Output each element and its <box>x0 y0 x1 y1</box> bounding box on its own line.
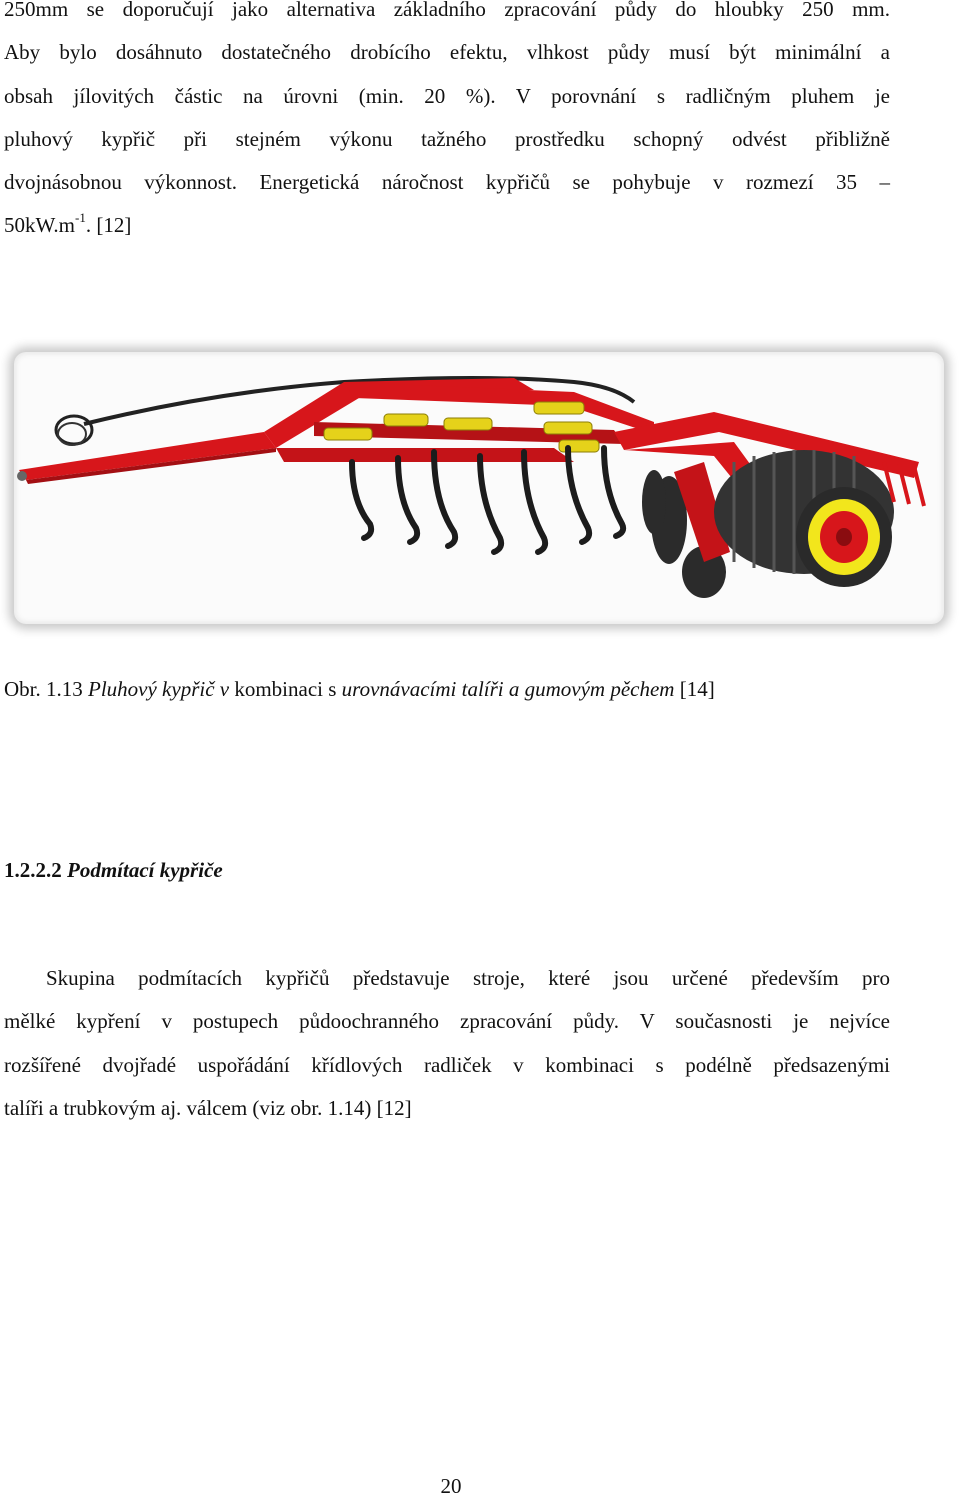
paragraph-line: rozšířené dvojřadé uspořádání křídlových radliček v kombinaci s podélně předsazenými <box>4 1052 890 1077</box>
paragraph-line: obsah jílovitých částic na úrovni (min. 20 %). V porovnání s radličným pluhem je <box>4 83 890 108</box>
section-heading <box>4 849 223 892</box>
paragraph-line: mělké kypření v postupech půdoochranného zpracování půdy. V současnosti je nejvíce <box>4 1009 890 1034</box>
body-paragraph-1 <box>4 0 890 248</box>
paragraph-line: 250mm se doporučují jako alternativa základního zpracování půdy do hloubky 250 mm. <box>4 0 890 21</box>
reference-text: . [12] <box>85 213 132 238</box>
paragraph-line: talíři a trubkovým aj. válcem (viz obr. 1.14) [12] <box>4 1095 412 1120</box>
unit-superscript: -1 <box>74 210 86 226</box>
page-number: 20 <box>440 1474 462 1498</box>
cultivator-illustration <box>14 352 944 624</box>
figure-image-frame <box>14 352 944 624</box>
section-number: 1.2.2.2 <box>4 858 67 882</box>
paragraph-line: dvojnásobnou výkonnost. Energetická náročnost kypřičů se pohybuje v rozmezí 35 – <box>4 170 890 195</box>
paragraph-line <box>4 204 890 247</box>
paragraph-line: pluhový kypřič při stejném výkonu tažného prostředku schopný odvést přibližně <box>4 126 890 151</box>
figure-caption <box>4 668 904 711</box>
caption-italic-term-2: urovnávacími talíři a gumovým pěchem <box>341 677 675 701</box>
paragraph-line: Aby bylo dosáhnuto dostatečného drobícího efektu, vlhkost půdy musí být minimální a <box>4 40 890 65</box>
body-paragraph-2 <box>4 957 890 1130</box>
caption-italic-term-1: Pluhový kypřič v <box>88 677 230 701</box>
caption-prefix: Obr. 1.13 <box>4 677 88 701</box>
caption-reference: [14] <box>674 677 715 701</box>
paragraph-line: Skupina podmítacích kypřičů představuje stroje, které jsou určené především pro <box>46 966 890 990</box>
unit-text: 50kW.m <box>4 213 75 238</box>
caption-middle: kombinaci s <box>229 677 342 701</box>
section-title: Podmítací kypřiče <box>67 858 223 882</box>
